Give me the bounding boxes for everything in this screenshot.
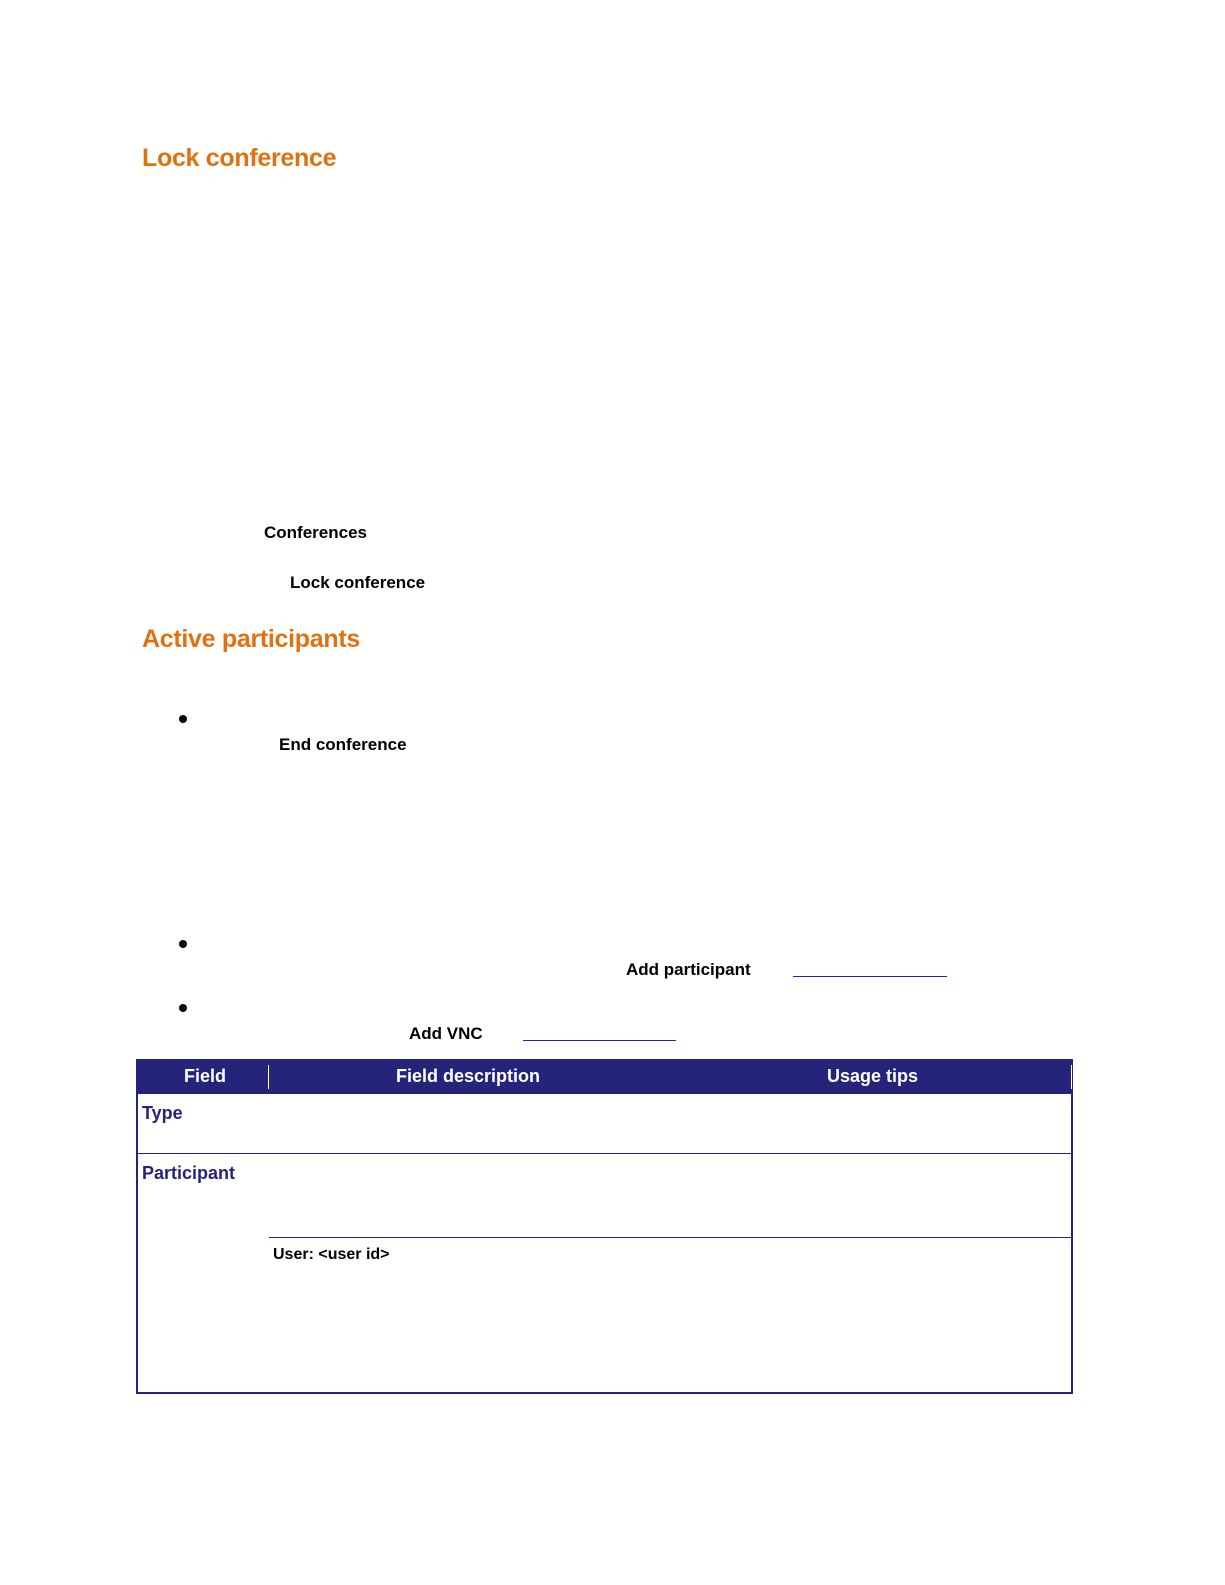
add-vnc-term: Add VNC	[409, 1024, 483, 1043]
row-field-type: Type	[142, 1103, 183, 1123]
sub-row-divider	[269, 1237, 1073, 1238]
header-divider	[268, 1065, 269, 1089]
bullet-marker	[179, 715, 187, 723]
fields-table	[136, 1059, 1073, 1394]
row-divider	[138, 1153, 1073, 1154]
active-participants-heading: Active participants	[142, 625, 360, 653]
header-field-description: Field description	[396, 1066, 541, 1086]
bullet-marker	[179, 940, 187, 948]
conferences-term: Conferences	[264, 523, 367, 542]
header-field: Field	[184, 1066, 227, 1086]
user-id-term: User: <user id>	[273, 1246, 390, 1263]
add-participant-term: Add participant	[626, 960, 751, 979]
table-header	[138, 1061, 1071, 1094]
row-field-participant: Participant	[142, 1163, 236, 1183]
lock-conference-term: Lock conference	[290, 573, 426, 592]
cross-reference-link[interactable]	[793, 975, 947, 977]
cross-reference-link[interactable]	[523, 1039, 676, 1041]
bullet-marker	[179, 1004, 187, 1012]
end-conference-term: End conference	[279, 735, 407, 754]
lock-conference-heading: Lock conference	[142, 144, 337, 172]
header-divider	[1071, 1065, 1072, 1089]
header-usage-tips: Usage tips	[827, 1066, 919, 1086]
